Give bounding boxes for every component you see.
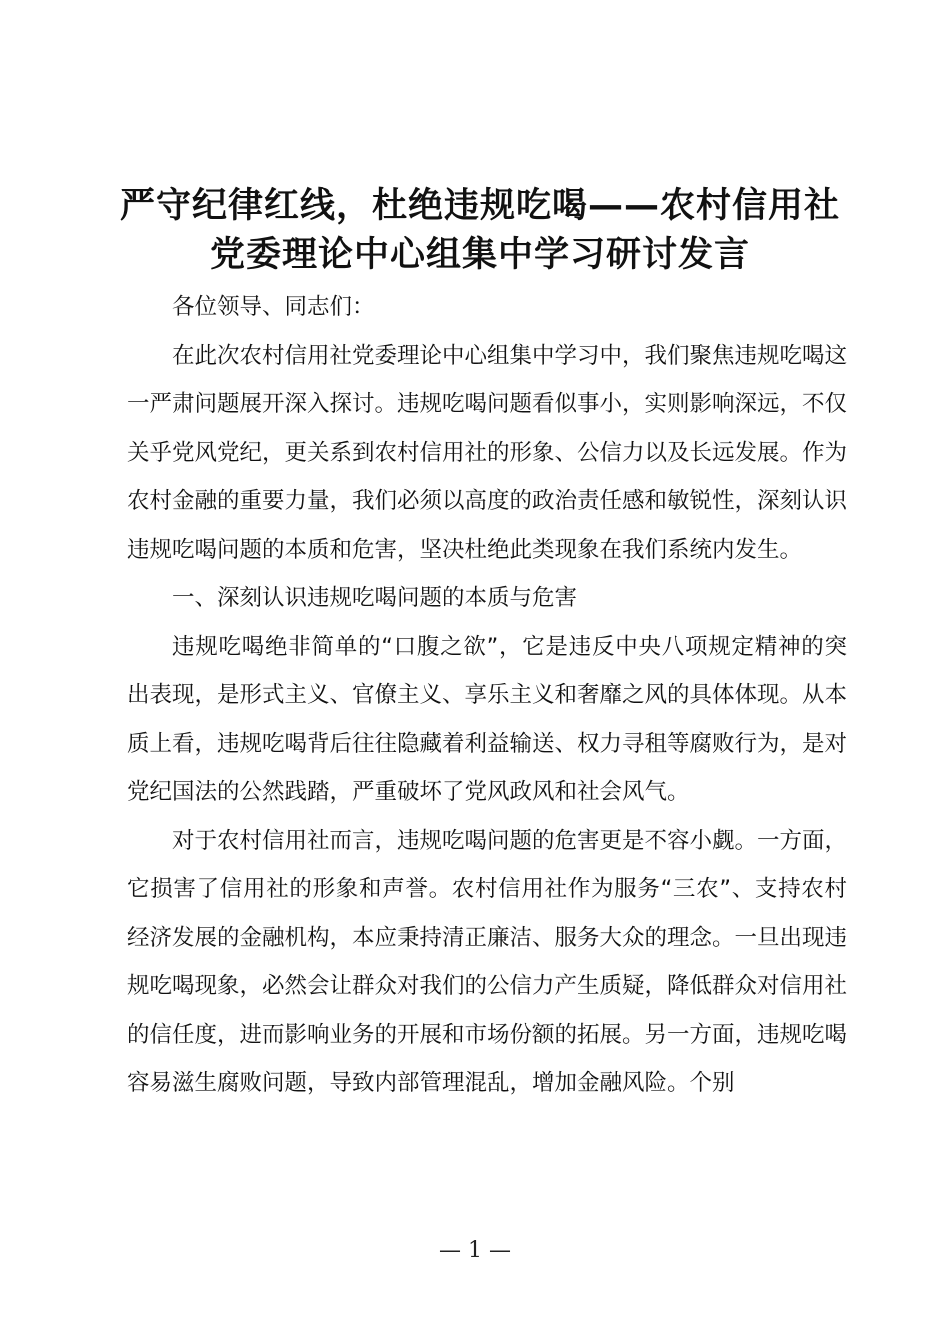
paragraph-intro: 在此次农村信用社党委理论中心组集中学习中，我们聚焦违规吃喝这一严肃问题展开深入探讨。违规吃喝问题看似事小，实则影响深远，不仅关乎党风党纪，更关系到农村信用社的形象、公信力以及长远发展。作为农村金融的重要力量，我们必须以高度的政治责任感和敏锐性，深刻认识违规吃喝问题的本质和危害，坚决杜绝此类现象在我们系统内发生。 (127, 342, 848, 563)
paragraph-essence: 违规吃喝绝非简单的“口腹之欲”，它是违反中央八项规定精神的突出表现，是形式主义、官僚主义、享乐主义和奢靡之风的具体体现。从本质上看，违规吃喝背后往往隐藏着利益输送、权力寻租等腐败行为，是对党纪国法的公然践踏，严重破坏了党风政风和社会风气。 (127, 633, 848, 805)
page-number: — 1 — (439, 1238, 511, 1263)
section-heading-1: 一、深刻认识违规吃喝问题的本质与危害 (172, 585, 578, 611)
document-title-line-1: 严守纪律红线，杜绝违规吃喝——农村信用社 (119, 186, 840, 226)
document-title-line-2: 党委理论中心组集中学习研讨发言 (209, 235, 750, 275)
document-body (127, 283, 847, 1108)
paragraph-harm: 对于农村信用社而言，违规吃喝问题的危害更是不容小觑。一方面，它损害了信用社的形象和声誉。农村信用社作为服务“三农”、支持农村经济发展的金融机构，本应秉持清正廉洁、服务大众的理念。一旦出现违规吃喝现象，必然会让群众对我们的公信力产生质疑，降低群众对信用社的信任度，进而影响业务的开展和市场份额的拓展。另一方面，违规吃喝容易滋生腐败问题，导致内部管理混乱，增加金融风险。个别 (127, 827, 848, 1096)
salutation: 各位领导、同志们： (172, 294, 375, 320)
